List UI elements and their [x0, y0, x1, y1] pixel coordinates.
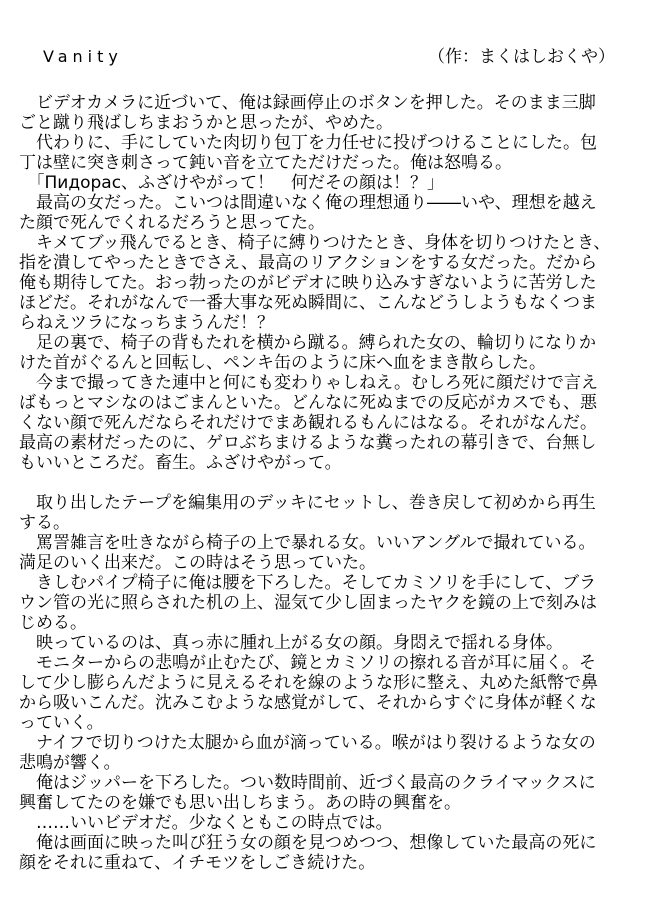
text-line: キメてブッ飛んでるとき、椅子に縛りつけたとき、身体を切りつけたとき、 [19, 233, 611, 253]
author-credit: （作：まくはしおくや） [428, 47, 615, 67]
text-line: 顔をそれに重ねて、イチモツをしごき続けた。 [19, 853, 376, 873]
text-line: けた首がぐるんと回転し、ペンキ缶のように床へ血をまき散らした。 [19, 353, 546, 373]
text-line: ウン管の光に照らされた机の上、湿気て少し固まったヤクを鏡の上で刻みは [19, 593, 597, 613]
text-line: から吸いこんだ。沈みこむような感覚がして、それからすぐに身体が軽くな [19, 693, 597, 713]
text-line: 丁は壁に突き刺さって鈍い音を立てただけだった。俺は怒鳴る。 [19, 153, 512, 173]
text-line: じめる。 [19, 613, 87, 633]
text-line: モニターからの悲鳴が止むたび、鏡とカミソリの擦れる音が耳に届く。そ [19, 653, 596, 673]
text-line: 俺は画面に映った叫び狂う女の顔を見つめつつ、想像していた最高の死に [19, 833, 597, 853]
text-line: ほどだ。それがなんで一番大事な死ぬ瞬間に、こんなどうしようもなくつま [19, 293, 597, 313]
text-line: する。 [19, 513, 70, 533]
page-title: Vanity [43, 47, 123, 66]
text-line: らねえツラになっちまうんだ！？ [19, 313, 274, 333]
text-line: 映っているのは、真っ赤に腫れ上がる女の顔。身悶えで揺れる身体。 [19, 633, 563, 653]
text-line: くない顔で死んだならそれだけでまあ観れるもんにはなる。それがなんだ。 [19, 413, 597, 433]
text-line: 取り出したテープを編集用のデッキにセットし、巻き戻して初めから再生 [19, 493, 596, 513]
text-line: もいいところだ。畜生。ふざけやがって。 [19, 453, 342, 473]
text-line: 「Пидорас、ふざけやがって！ 何だその顔は！？」 [19, 173, 445, 193]
text-line: きしむパイプ椅子に俺は腰を下ろした。そしてカミソリを手にして、ブラ [19, 573, 597, 593]
document-header [0, 0, 650, 67]
text-line: 悲鳴が響く。 [19, 753, 121, 773]
text-line: して少し膨らんだように見えるそれを線のような形に整え、丸めた紙幣で鼻 [19, 673, 599, 693]
text-line: 最高の素材だったのに、ゲロぶちまけるような糞ったれの幕引きで、台無し [19, 433, 597, 453]
text-line: 満足のいく出来だ。この時はそう思っていた。 [19, 553, 376, 573]
text-line: ビデオカメラに近づいて、俺は録画停止のボタンを押した。そのまま三脚 [19, 93, 596, 113]
text-line: ばもっとマシなのはごまんといた。どんなに死ぬまでの反応がカスでも、悪 [19, 393, 597, 413]
text-line: 罵詈雑言を吐きながら椅子の上で暴れる女。いいアングルで撮れている。 [19, 533, 596, 553]
blank-line [19, 473, 644, 493]
text-line: 俺はジッパーを下ろした。つい数時間前、近づく最高のクライマックスに [19, 773, 596, 793]
text-line: 俺も期待してた。おっ勃ったのがビデオに映り込みすぎないように苦労した [19, 273, 597, 293]
text-line: ごと蹴り飛ばしちまおうかと思ったが、やめた。 [19, 113, 393, 133]
text-line: 代わりに、手にしていた肉切り包丁を力任せに投げつけることにした。包 [19, 133, 597, 153]
text-line: 今まで撮ってきた連中と何にも変わりゃしねえ。むしろ死に顔だけで言え [19, 373, 599, 393]
text-line: 足の裏で、椅子の背もたれを横から蹴る。縛られた女の、輪切りになりか [19, 333, 596, 353]
text-line: ナイフで切りつけた太腿から血が滴っている。喉がはり裂けるような女の [19, 733, 596, 753]
text-line: っていく。 [19, 713, 104, 733]
text-line: た顔で死んでくれるだろうと思ってた。 [19, 213, 325, 233]
text-line: 最高の女だった。こいつは間違いなく俺の理想通り――いや、理想を越え [19, 193, 597, 213]
document-body-text [0, 67, 650, 873]
text-line: ……いいビデオだ。少なくともこの時点では。 [19, 813, 393, 833]
text-line: 指を潰してやったときでさえ、最高のリアクションをする女だった。だから [19, 253, 598, 273]
text-line: 興奮してたのを嫌でも思い出しちまう。あの時の興奮を。 [19, 793, 461, 813]
